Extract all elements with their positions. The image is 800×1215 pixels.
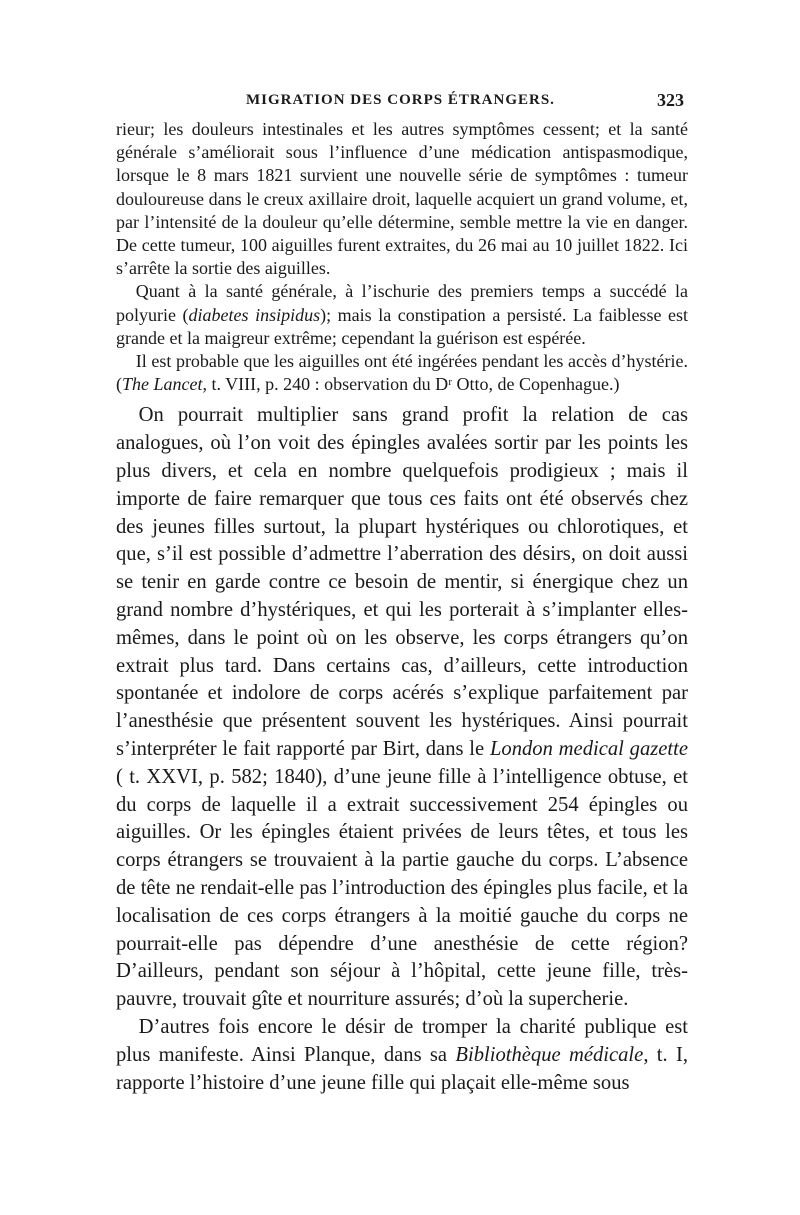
text-run: On pourrait multiplier sans grand profit la relation de cas analogues, où l’on voit des épingles avalées sortir par les points les plus divers, et cela en nombre quelquefois prodigieux ; mais il importe de faire remarquer que tous ces faits ont été observés chez des jeunes filles surtout, la plupart hystériques ou chlorotiques, et que, s’il est possible d’admettre l’aberration des désirs, on doit aussi se tenir en garde contre ce besoin de mentir, si énergique chez un grand nombre d’hystériques, et qui les porterait à s’implanter elles-mêmes, dans le point où on les observe, les corps étrangers qu’on extrait plus tard. Dans certains cas, d’ailleurs, cette introduction spontanée et indolore de corps acérés s’explique parfaitement par l’anesthésie que présentent souvent les hystériques. Ainsi pourrait s’interpréter le fait rapporté par Birt, dans le xyxy=(116,404,688,760)
text-run: D’autres fois encore le désir de tromper la charité publique est plus manifeste. Ainsi Planque, dans sa xyxy=(116,1015,688,1066)
running-head xyxy=(116,92,688,118)
italic-term: diabetes insipidus xyxy=(188,304,321,325)
text-run: Quant à la santé générale, à l’ischurie des premiers temps a succédé la polyurie ( xyxy=(116,281,688,325)
paragraph xyxy=(116,402,688,1014)
text-run: , t. I, rapporte l’histoire d’une jeune fille qui plaçait elle-même sous xyxy=(116,1043,688,1094)
text-run: rieur; les douleurs intestinales et les autres symptômes cessent; et la santé générale s’améliorait sous l’influence d’une médication antispasmodique, lorsque le 8 mars 1821 survient une nouvelle série de symptômes : tumeur douloureuse dans le creux axillaire droit, laquelle acquiert un grand volume, et, par l’intensité de la douleur qu’elle détermine, semble mettre la vie en danger. De cette tumeur, 100 aiguilles furent extraites, du 26 mai au 10 juillet 1822. Ici s’arrête la sortie des aiguilles. xyxy=(116,119,688,279)
text-run: ( t. XXVI, p. 582; 1840), d’une jeune fille à l’intelligence obtuse, et du corps de laquelle il a extrait successivement 254 épingles ou aiguilles. Or les épingles étaient privées de leurs têtes, et tous les corps étrangers se trouvaient à la partie gauche du corps. L’absence de tête ne rendait-elle pas l’introduction des épingles plus facile, et la localisation de ces corps étrangers à la moitié gauche du corps ne pourrait-elle pas dépendre d’une anesthésie de cette région? D’ailleurs, pendant son séjour à l’hôpital, cette jeune fille, très-pauvre, trouvait gîte et nourriture assurés; d’où la supercherie. xyxy=(116,765,688,1011)
paragraph xyxy=(116,280,688,350)
page-number: 323 xyxy=(657,90,684,110)
body-text xyxy=(116,402,688,1097)
text-run: ); mais la constipation a persisté. La faiblesse est grande et la maigreur extrême; cependant la guérison est espérée. xyxy=(116,304,688,348)
case-report-text xyxy=(116,118,688,396)
italic-citation: London medical gazette xyxy=(489,738,688,760)
italic-citation: The Lancet, xyxy=(122,374,207,395)
paragraph xyxy=(116,350,688,396)
paragraph xyxy=(116,1014,688,1097)
text-run: t. VIII, p. 240 : observation du Dʳ Otto, de Copenhague.) xyxy=(207,374,620,395)
italic-citation: Bibliothèque médicale xyxy=(455,1043,644,1066)
text-run: Il est probable que les aiguilles ont été ingérées pendant les accès d’hystérie. ( xyxy=(116,351,688,395)
running-title: MIGRATION DES CORPS ÉTRANGERS. xyxy=(246,92,555,108)
paragraph xyxy=(116,118,688,280)
